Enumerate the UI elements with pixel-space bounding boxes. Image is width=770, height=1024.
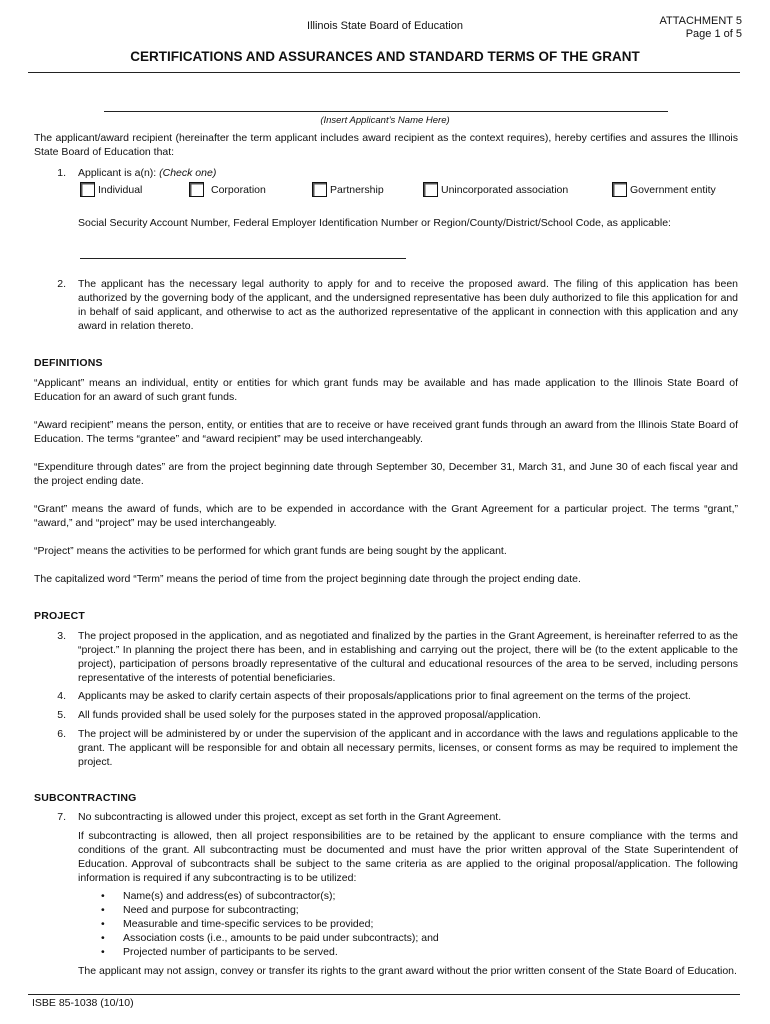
list-item: • Need and purpose for subcontracting; bbox=[101, 903, 737, 917]
item-number: 2. bbox=[57, 278, 66, 290]
id-number-line[interactable] bbox=[80, 258, 406, 259]
page-indicator: Page 1 of 5 bbox=[685, 28, 742, 40]
footer-rule bbox=[28, 994, 740, 995]
checkbox-government-entity[interactable] bbox=[612, 182, 716, 197]
legal-authority-paragraph: The applicant has the necessary legal authority to apply for and to receive the proposed award. The filing of this application has been authorized by the governing body of the applicant, and the undersigned representative has been duly authorized to file this application for and in behalf of said applicant, and otherwise to act as the authorized representative of the applicant in connection with this application and any award in relation thereto. bbox=[78, 278, 738, 332]
checkbox-individual[interactable] bbox=[80, 182, 142, 197]
title-rule bbox=[28, 72, 740, 73]
project-item-5: All funds provided shall be used solely for the purposes stated in the approved proposal/application. bbox=[78, 709, 541, 721]
checkbox-icon[interactable] bbox=[423, 182, 438, 197]
checkbox-icon[interactable] bbox=[612, 182, 627, 197]
project-item-3: The project proposed in the application, and as negotiated and finalized by the parties in the Grant Agreement, is hereinafter referred to as the “project.” In planning the project there has been, and in establishing and carrying out the project, there will be (to the extent applicable to the project), participation of persons broadly representative of the cultural and educational resources of the area to be served, including persons representative of the interests of potential beneficiaries. bbox=[78, 630, 738, 684]
checkbox-label: Government entity bbox=[630, 183, 716, 196]
definition-award-recipient: “Award recipient” means the person, entity, or entities that are to receive or have received grant funds through an award from the Illinois State Board of Education. The terms “grantee” and “award recipient” may be used interchangeably. bbox=[34, 419, 738, 445]
applicant-type-label: Applicant is a(n): bbox=[78, 167, 157, 179]
assignment-restriction: The applicant may not assign, convey or transfer its rights to the grant award without the prior written consent of the State Board of Education. bbox=[78, 965, 737, 977]
definition-applicant: “Applicant” means an individual, entity or entities for which grant funds may be available and has made application to the Illinois State Board of Education for an award of such grant funds. bbox=[34, 377, 738, 403]
applicant-type-question bbox=[78, 166, 216, 180]
subcontracting-heading: SUBCONTRACTING bbox=[34, 792, 137, 804]
list-item: • Measurable and time-specific services to be provided; bbox=[101, 917, 737, 931]
project-heading: PROJECT bbox=[34, 610, 85, 622]
item-number: 7. bbox=[57, 811, 66, 823]
definition-project: “Project” means the activities to be performed for which grant funds are being sought by the applicant. bbox=[34, 545, 507, 557]
checkbox-label: Unincorporated association bbox=[441, 183, 569, 196]
list-item: • Association costs (i.e., amounts to be paid under subcontracts); and bbox=[101, 931, 737, 945]
attachment-number: ATTACHMENT 5 bbox=[659, 15, 742, 27]
checkbox-icon[interactable] bbox=[80, 182, 95, 197]
applicant-name-line[interactable] bbox=[104, 111, 668, 112]
applicant-name-caption: (Insert Applicant’s Name Here) bbox=[320, 115, 450, 126]
item-number: 3. bbox=[57, 630, 66, 642]
item-number: 1. bbox=[57, 167, 66, 179]
item-number: 5. bbox=[57, 709, 66, 721]
checkbox-label: Corporation bbox=[211, 183, 266, 196]
project-item-6: The project will be administered by or under the supervision of the applicant and in accordance with the laws and regulations applicable to the grant. The applicant will be responsible for and obtain all necessary permits, licenses, or consent forms as may be required to implement the project. bbox=[78, 728, 738, 768]
checkbox-partnership[interactable] bbox=[312, 182, 384, 197]
list-item: • Projected number of participants to be served. bbox=[101, 945, 737, 959]
checkbox-label: Partnership bbox=[330, 183, 384, 196]
subcontracting-requirements-list bbox=[101, 889, 737, 959]
checkbox-unincorporated-association[interactable] bbox=[423, 182, 568, 197]
item-number: 4. bbox=[57, 690, 66, 702]
document-title: CERTIFICATIONS AND ASSURANCES AND STANDARD TERMS OF THE GRANT bbox=[130, 49, 640, 64]
item-number: 6. bbox=[57, 728, 66, 740]
checkbox-icon[interactable] bbox=[312, 182, 327, 197]
id-number-label: Social Security Account Number, Federal Employer Identification Number or Region/County/District/School Code, as applicable: bbox=[78, 217, 671, 229]
project-item-4: Applicants may be asked to clarify certain aspects of their proposals/applications prior to final agreement on the terms of the project. bbox=[78, 690, 691, 702]
definition-grant: “Grant” means the award of funds, which are to be expended in accordance with the Grant Agreement for a particular project. The terms “grant,” “award,” and “project” may be used interchangeably. bbox=[34, 503, 738, 529]
check-one-hint: (Check one) bbox=[159, 167, 217, 179]
attachment-label bbox=[659, 15, 742, 41]
agency-name: Illinois State Board of Education bbox=[307, 20, 463, 32]
subcontracting-paragraph: If subcontracting is allowed, then all project responsibilities are to be retained by the applicant to ensure compliance with the terms and conditions of the grant. All subcontracting must be documented and must have the prior written approval of the State Superintendent of Education. Approval of subcontracts shall be subject to the same criteria as are applied to the original proposal/application. The following information is required if any subcontracting is to be utilized: bbox=[78, 830, 738, 884]
intro-paragraph: The applicant/award recipient (hereinafter the term applicant includes award recipient as the context requires), hereby certifies and assures the Illinois State Board of Education that: bbox=[34, 132, 738, 158]
subcontracting-lead: No subcontracting is allowed under this project, except as set forth in the Grant Agreement. bbox=[78, 811, 502, 823]
checkbox-corporation[interactable] bbox=[189, 182, 266, 197]
definition-expenditure-dates: “Expenditure through dates” are from the project beginning date through September 30, December 31, March 31, and June 30 of each fiscal year and the project ending date. bbox=[34, 461, 738, 487]
form-number: ISBE 85-1038 (10/10) bbox=[32, 997, 134, 1009]
definition-term: The capitalized word “Term” means the period of time from the project beginning date through the project ending date. bbox=[34, 573, 581, 585]
definitions-heading: DEFINITIONS bbox=[34, 357, 103, 369]
checkbox-label: Individual bbox=[98, 183, 143, 196]
list-item: • Name(s) and address(es) of subcontractor(s); bbox=[101, 889, 737, 903]
checkbox-icon[interactable] bbox=[189, 182, 204, 197]
